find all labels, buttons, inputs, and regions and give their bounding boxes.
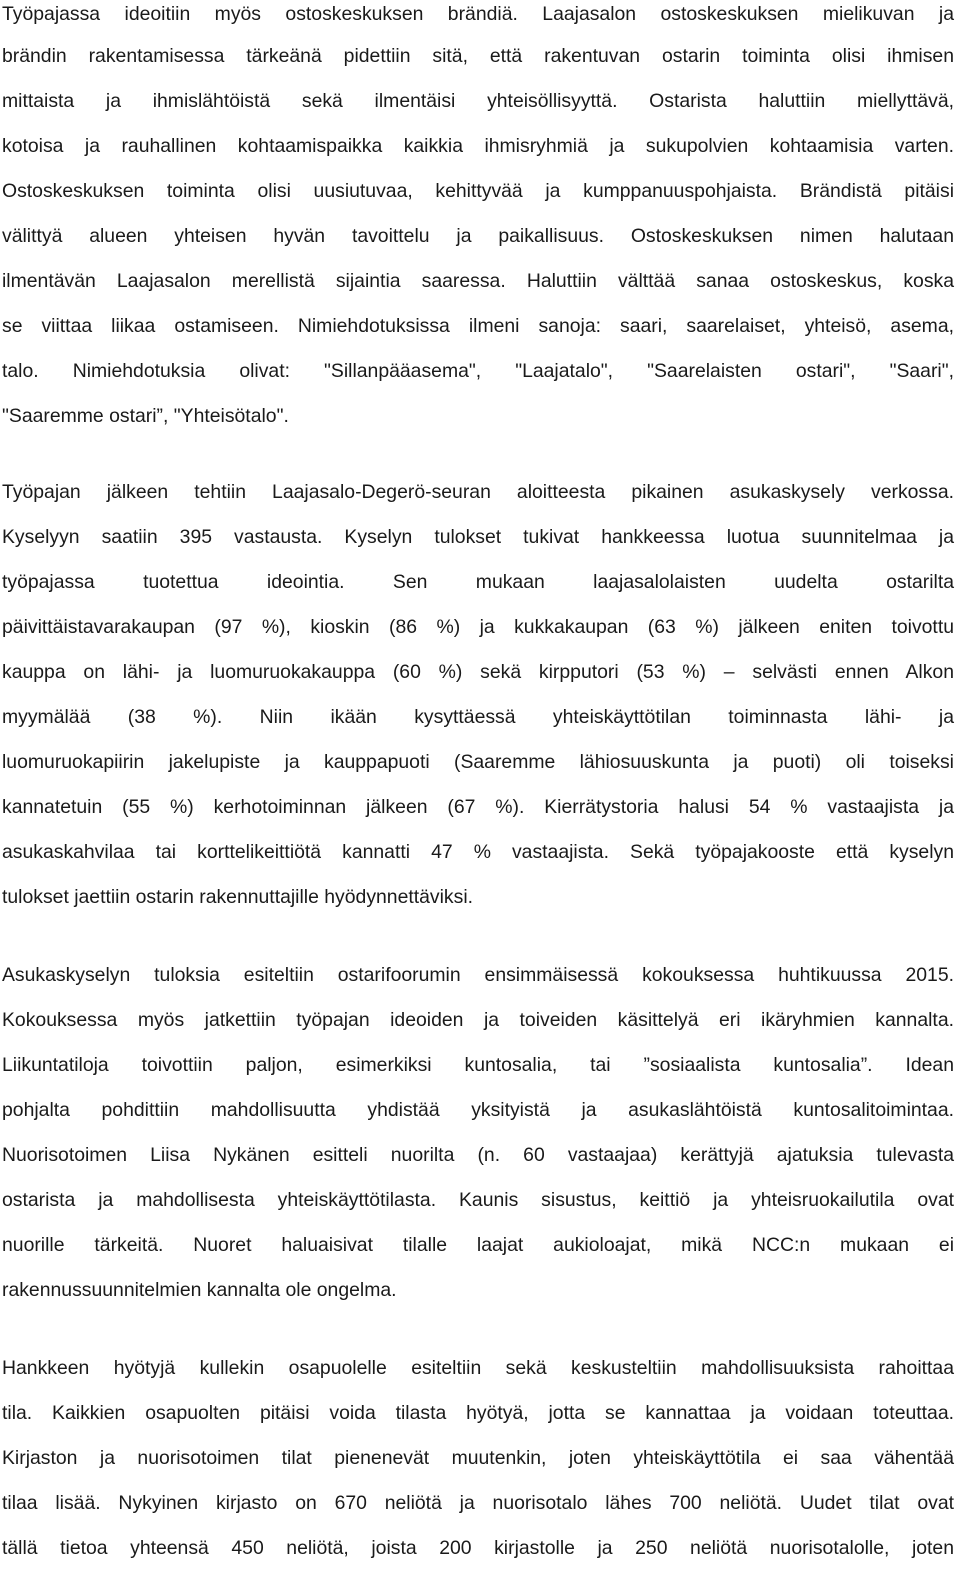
text-line: rakennussuunnitelmien kannalta ole ongelma.	[2, 1279, 397, 1301]
text-line: tilaa lisää. Nykyinen kirjasto on 670 neliötä ja nuorisotalo lähes 700 neliötä. Uudet tilat ovat	[2, 1492, 954, 1514]
text-line: kauppa on lähi- ja luomuruokakauppa (60 %) sekä kirpputori (53 %) – selvästi ennen Alkon	[2, 661, 954, 683]
text-line: tulokset jaettiin ostarin rakennuttajille hyödynnettäviksi.	[2, 886, 474, 908]
text-line: Hankkeen hyötyjä kullekin osapuolelle esiteltiin sekä keskusteltiin mahdollisuuksista rahoittaa	[2, 1357, 954, 1379]
text-line: Kokouksessa myös jatkettiin työpajan ideoiden ja toiveiden käsittelyä eri ikäryhmien kannalta.	[2, 1009, 954, 1031]
text-line: "Saaremme ostari”, "Yhteisötalo".	[2, 405, 289, 427]
text-line: välittyä alueen yhteisen hyvän tavoittelu ja paikallisuus. Ostoskeskuksen nimen halutaan	[2, 225, 954, 247]
text-line: brändin rakentamisessa tärkeänä pidettiin sitä, että rakentuvan ostarin toiminta olisi ihmisen	[2, 45, 954, 67]
text-line: nuorille tärkeitä. Nuoret haluaisivat tilalle laajat aukioloajat, mikä NCC:n mukaan ei	[2, 1234, 954, 1256]
text-line: Työpajassa ideoitiin myös ostoskeskuksen brändiä. Laajasalon ostoskeskuksen mielikuvan ja	[2, 3, 954, 25]
text-line: Kyselyyn saatiin 395 vastausta. Kyselyn tulokset tukivat hankkeessa luotua suunnitelmaa ja	[2, 526, 954, 548]
text-line: Liikuntatiloja toivottiin paljon, esimerkiksi kuntosalia, tai ”sosiaalista kuntosalia”. Idean	[2, 1054, 954, 1076]
text-line: kotoisa ja rauhallinen kohtaamispaikka kaikkia ihmisryhmiä ja sukupolvien kohtaamisia varten.	[2, 135, 954, 157]
text-line: Työpajan jälkeen tehtiin Laajasalo-Degerö-seuran aloitteesta pikainen asukaskysely verkossa.	[2, 481, 954, 503]
text-line: päivittäistavarakaupan (97 %), kioskin (86 %) ja kukkakaupan (63 %) jälkeen eniten toivottu	[2, 616, 954, 638]
text-line: Kirjaston ja nuorisotoimen tilat pienenevät muutenkin, joten yhteiskäyttötila ei saa vähentää	[2, 1447, 954, 1469]
text-line: talo. Nimiehdotuksia olivat: "Sillanpääasema", "Laajatalo", "Saarelaisten ostari", "Saari",	[2, 360, 954, 382]
text-line: tällä tietoa yhteensä 450 neliötä, joista 200 kirjastolle ja 250 neliötä nuorisotalolle, joten	[2, 1537, 954, 1559]
text-line: pohjalta pohdittiin mahdollisuutta yhdistää yksityistä ja asukaslähtöistä kuntosalitoimintaa.	[2, 1099, 954, 1121]
text-line: mittaista ja ihmislähtöistä sekä ilmentäisi yhteisöllisyyttä. Ostarista haluttiin miellyttävä,	[2, 90, 954, 112]
text-line: myymälää (38 %). Niin ikään kysyttäessä yhteiskäyttötilan toiminnasta lähi- ja	[2, 706, 954, 728]
text-line: ilmentävän Laajasalon merellistä sijaintia saaressa. Haluttiin välttää sanaa ostoskeskus, koska	[2, 270, 954, 292]
text-line: se viittaa liikaa ostamiseen. Nimiehdotuksissa ilmeni sanoja: saari, saarelaiset, yhteisö, asema,	[2, 315, 954, 337]
text-line: työpajassa tuotettua ideointia. Sen mukaan laajasalolaisten uudelta ostarilta	[2, 571, 954, 593]
text-line: asukaskahvilaa tai korttelikeittiötä kannatti 47 % vastaajista. Sekä työpajakooste että kyselyn	[2, 841, 954, 863]
text-line: kannatetuin (55 %) kerhotoiminnan jälkeen (67 %). Kierrätystoria halusi 54 % vastaajista ja	[2, 796, 954, 818]
text-line: Nuorisotoimen Liisa Nykänen esitteli nuorilta (n. 60 vastaajaa) kerättyjä ajatuksia tulevasta	[2, 1144, 954, 1166]
text-line: luomuruokapiirin jakelupiste ja kauppapuoti (Saaremme lähiosuuskunta ja puoti) oli toiseksi	[2, 751, 954, 773]
text-line: Asukaskyselyn tuloksia esiteltiin ostarifoorumin ensimmäisessä kokouksessa huhtikuussa 2015.	[2, 964, 954, 986]
text-line: Ostoskeskuksen toiminta olisi uusiutuvaa, kehittyvää ja kumppanuuspohjaista. Brändistä pitäisi	[2, 180, 954, 202]
text-line: ostarista ja mahdollisesta yhteiskäyttötilasta. Kaunis sisustus, keittiö ja yhteisruokailutila ovat	[2, 1189, 954, 1211]
text-line: tila. Kaikkien osapuolten pitäisi voida tilasta hyötyä, jotta se kannattaa ja voidaan toteuttaa.	[2, 1402, 954, 1424]
